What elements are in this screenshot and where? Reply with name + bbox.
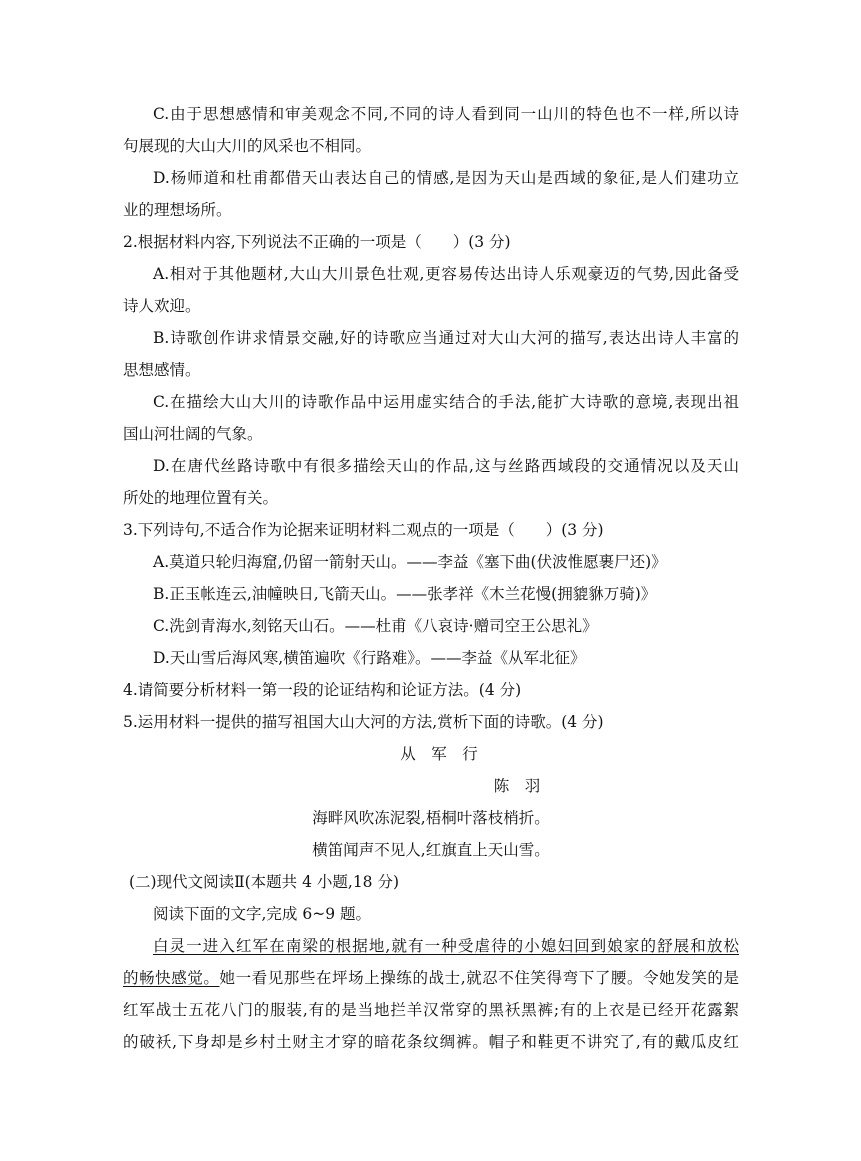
poem-title: 从 军 行	[400, 745, 478, 763]
q2-option-d-line1: D.在唐代丝路诗歌中有很多描绘天山的作品,这与丝路西域段的交通情况以及天山	[153, 457, 739, 475]
q2-option-c-line2: 国山河壮阔的气象。	[123, 425, 263, 443]
q1-option-c-line2: 句展现的大山大川的风采也不相同。	[123, 137, 372, 155]
q2-option-b-line1: B.诗歌创作讲求情景交融,好的诗歌应当通过对大山大河的描写,表达出诗人丰富的	[153, 329, 739, 347]
poem-line-1: 海畔风吹冻泥裂,梧桐叶落枝梢折。	[312, 809, 550, 827]
q2-stem: 2.根据材料内容,下列说法不正确的一项是（ ）(3 分)	[123, 233, 511, 251]
passage-line-3: 红军战士五花八门的服装,有的是当地拦羊汉常穿的黑袄黑裤;有的上衣是已经开花露絮	[123, 1001, 739, 1019]
q3-option-b: B.正玉帐连云,油幢映日,飞箭天山。——张孝祥《木兰花慢(拥貔貅万骑)》	[153, 585, 657, 603]
passage-line-2-rest: 她一看见那些在坪场上操练的战士,就忍不住笑得弯下了腰。令她发笑的是	[219, 969, 739, 987]
section-heading: (二)现代文阅读Ⅱ(本题共 4 小题,18 分)	[129, 873, 400, 891]
q3-option-a: A.莫道只轮归海窟,仍留一箭射天山。——李益《塞下曲(伏波惟愿裹尸还)》	[153, 553, 667, 571]
q2-option-b-line2: 思想感情。	[123, 361, 201, 379]
passage-line-2	[123, 968, 739, 988]
q1-option-d-line2: 业的理想场所。	[123, 201, 232, 219]
passage-line-1: 白灵一进入红军在南梁的根据地,就有一种受虐待的小媳妇回到娘家的舒展和放松	[153, 937, 739, 955]
q2-option-c-line1: C.在描绘大山大川的诗歌作品中运用虚实结合的手法,能扩大诗歌的意境,表现出祖	[153, 393, 739, 411]
reading-instruction: 阅读下面的文字,完成 6~9 题。	[153, 905, 371, 923]
q3-option-d: D.天山雪后海风寒,横笛遍吹《行路难》。——李益《从军北征》	[153, 649, 586, 667]
q2-option-d-line2: 所处的地理位置有关。	[123, 489, 279, 507]
poem-author: 陈 羽	[493, 777, 541, 795]
q1-option-c-line1: C.由于思想感情和审美观念不同,不同的诗人看到同一山川的特色也不一样,所以诗	[153, 105, 739, 123]
passage-line-4: 的破袄,下身却是乡村土财主才穿的暗花条纹绸裤。帽子和鞋更不讲究了,有的戴瓜皮红	[123, 1033, 739, 1051]
q2-option-a-line1: A.相对于其他题材,大山大川景色壮观,更容易传达出诗人乐观豪迈的气势,因此备受	[153, 265, 739, 283]
q3-stem: 3.下列诗句,不适合作为论据来证明材料二观点的一项是（ ）(3 分)	[123, 521, 604, 539]
q3-option-c: C.洗剑青海水,刻铭天山石。——杜甫《八哀诗·赠司空王公思礼》	[153, 617, 598, 635]
q2-option-a-line2: 诗人欢迎。	[123, 297, 201, 315]
passage-underlined-tail: 的畅快感觉。	[123, 969, 220, 987]
q5-stem: 5.运用材料一提供的描写祖国大山大河的方法,赏析下面的诗歌。(4 分)	[123, 713, 604, 731]
q4-stem: 4.请简要分析材料一第一段的论证结构和论证方法。(4 分)	[123, 681, 522, 699]
q1-option-d-line1: D.杨师道和杜甫都借天山表达自己的情感,是因为天山是西域的象征,是人们建功立	[153, 169, 739, 187]
poem-line-2: 横笛闻声不见人,红旗直上天山雪。	[312, 841, 550, 859]
